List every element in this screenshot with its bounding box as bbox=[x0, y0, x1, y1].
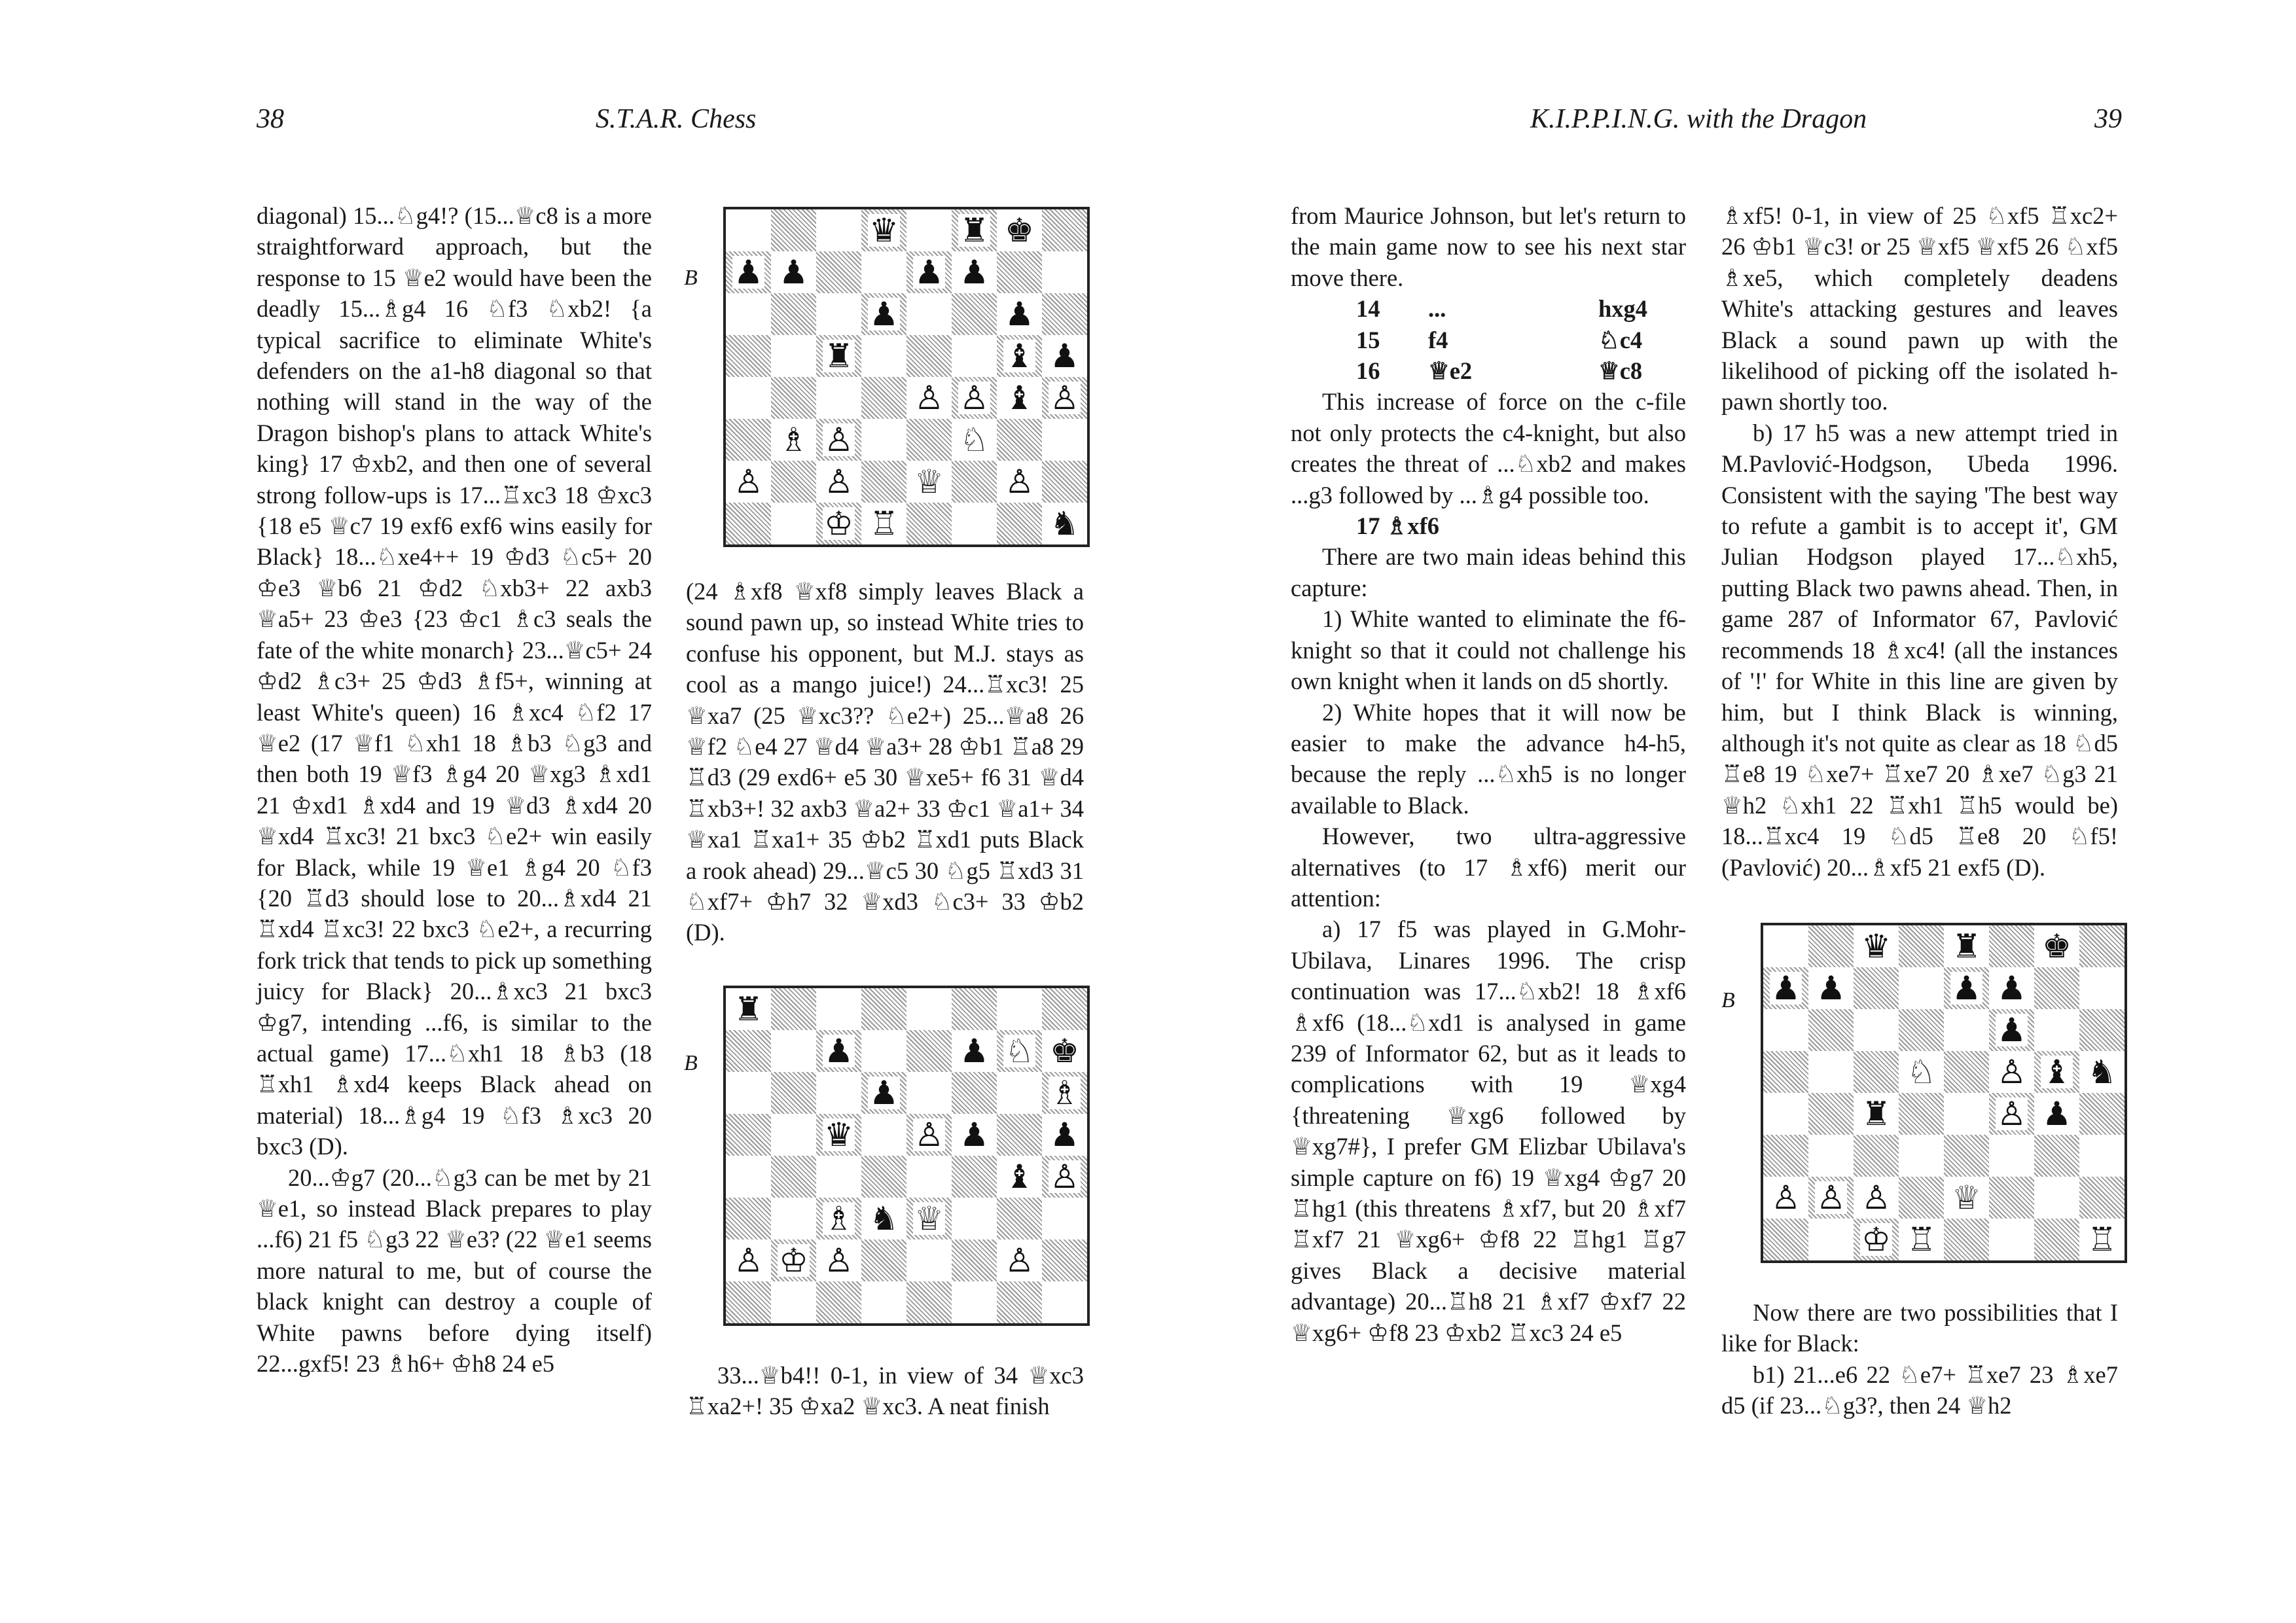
board-square bbox=[861, 503, 906, 544]
chess-piece: ♕ bbox=[914, 463, 944, 501]
board-square bbox=[906, 419, 952, 461]
board-square bbox=[1042, 461, 1087, 503]
chess-board bbox=[1761, 923, 2127, 1263]
board-square bbox=[1042, 293, 1087, 335]
board-square bbox=[997, 377, 1042, 419]
chess-piece: ♟ bbox=[960, 253, 989, 291]
board-square bbox=[952, 1030, 997, 1072]
chess-piece: ♜ bbox=[1952, 927, 1981, 965]
board-square bbox=[1899, 967, 1944, 1009]
chess-piece: ♟ bbox=[1771, 969, 1801, 1007]
chess-piece: ♟ bbox=[1816, 969, 1846, 1007]
left-running-title: S.T.A.R. Chess bbox=[596, 104, 757, 134]
board-square bbox=[906, 1240, 952, 1281]
board-square bbox=[1899, 1177, 1944, 1219]
board-square bbox=[1944, 925, 1989, 967]
column-left-page-1 bbox=[257, 200, 652, 1379]
board-square bbox=[2079, 1009, 2125, 1051]
move-row: 15 f4 ♘c4 bbox=[1356, 326, 1643, 353]
chess-piece: ♞ bbox=[1050, 505, 1079, 543]
board-square bbox=[952, 251, 997, 293]
chess-piece: ♜ bbox=[824, 337, 853, 375]
board-square bbox=[1042, 251, 1087, 293]
chess-piece: ♙ bbox=[734, 463, 763, 501]
board-square bbox=[1763, 1093, 1808, 1135]
move-row: 14 ... hxg4 bbox=[1356, 295, 1648, 323]
board-square bbox=[2034, 925, 2079, 967]
board-square bbox=[861, 1198, 906, 1240]
chess-piece: ♝ bbox=[1005, 337, 1034, 375]
board-square bbox=[771, 1072, 816, 1114]
board-square bbox=[1854, 1009, 1899, 1051]
board-square bbox=[771, 1281, 816, 1323]
board-square bbox=[726, 1240, 771, 1281]
chess-piece: ♚ bbox=[1050, 1032, 1079, 1070]
board-square bbox=[816, 1030, 861, 1072]
right-running-title: K.I.P.P.I.N.G. with the Dragon bbox=[1530, 104, 1867, 134]
chess-piece: ♜ bbox=[960, 211, 989, 249]
board-square bbox=[861, 377, 906, 419]
board-square bbox=[952, 377, 997, 419]
chess-board bbox=[723, 986, 1090, 1326]
board-square bbox=[1854, 1135, 1899, 1177]
board-square bbox=[2079, 1135, 2125, 1177]
chess-piece: ♔ bbox=[779, 1241, 808, 1279]
board-square bbox=[1808, 925, 1854, 967]
board-square bbox=[997, 335, 1042, 377]
chess-piece: ♘ bbox=[1907, 1053, 1936, 1091]
board-square bbox=[816, 419, 861, 461]
board-square bbox=[1944, 1219, 1989, 1260]
chess-piece: ♜ bbox=[1861, 1095, 1891, 1133]
board-square bbox=[861, 419, 906, 461]
chess-piece: ♜ bbox=[734, 990, 763, 1028]
board-square bbox=[1042, 1114, 1087, 1156]
board-square bbox=[952, 988, 997, 1030]
left-page-number: 38 bbox=[257, 104, 284, 134]
board-square bbox=[906, 1198, 952, 1240]
chess-piece: ♝ bbox=[1005, 1158, 1034, 1196]
chess-piece: ♕ bbox=[914, 1200, 944, 1238]
chess-piece: ♞ bbox=[2087, 1053, 2117, 1091]
chess-piece: ♟ bbox=[914, 253, 944, 291]
body-paragraph: b) 17 h5 was a new attempt tried in M.Pavlović-Hodgson, Ubeda 1996. Consistent with the saying 'The best way to refute a gambit is to accept it', GM Julian Hodgson played 17...♘xh5, putting Black two pawns ahead. Then, in game 287 of Informator 67, Pavlović recommends 18 ♗xc4! (all the instances of '!' for White in this line are given by him, but I think Black is winning, although it's not quite as clear as 18 ♘d5 ♖e8 19 ♘xe7+ ♖xe7 20 ♗xe7 ♘g3 21 ♕h2 ♘xh1 22 ♖xh1 ♖h5 would be) 18...♖xc4 19 ♘d5 ♖e8 20 ♘f5! (Pavlović) 20...♗xf5 21 exf5 (D). bbox=[1721, 419, 2118, 881]
chess-piece: ♛ bbox=[869, 211, 899, 249]
board-square bbox=[1989, 1009, 2034, 1051]
body-paragraph: There are two main ideas behind this capture: bbox=[1291, 543, 1686, 601]
board-square bbox=[906, 461, 952, 503]
board-square bbox=[1989, 967, 2034, 1009]
board-square bbox=[816, 209, 861, 251]
board-square bbox=[1899, 1051, 1944, 1093]
board-square bbox=[952, 1156, 997, 1198]
chess-piece: ♗ bbox=[1050, 1074, 1079, 1112]
move-table bbox=[1291, 293, 1686, 386]
chess-piece: ♟ bbox=[824, 1032, 853, 1070]
board-square bbox=[861, 209, 906, 251]
chess-piece: ♕ bbox=[1952, 1179, 1981, 1217]
chess-piece: ♟ bbox=[1952, 969, 1981, 1007]
chess-piece: ♟ bbox=[779, 253, 808, 291]
board-square bbox=[726, 1281, 771, 1323]
board-square bbox=[1808, 1093, 1854, 1135]
board-square bbox=[906, 1072, 952, 1114]
board-square bbox=[861, 251, 906, 293]
board-square bbox=[1854, 1051, 1899, 1093]
board-square bbox=[997, 209, 1042, 251]
chess-piece: ♙ bbox=[914, 379, 944, 417]
column-right-page-2 bbox=[1721, 200, 2118, 883]
board-square bbox=[816, 1114, 861, 1156]
board-square bbox=[2034, 1009, 2079, 1051]
board-square bbox=[906, 251, 952, 293]
board-square bbox=[1854, 967, 1899, 1009]
board-square bbox=[2034, 1135, 2079, 1177]
board-square bbox=[1989, 1051, 2034, 1093]
body-paragraph: Now there are two possibilities that I like for Black: bbox=[1721, 1299, 2118, 1357]
column-left-page-2-bottom bbox=[686, 1360, 1084, 1422]
chess-piece: ♙ bbox=[1050, 379, 1079, 417]
chess-piece: ♙ bbox=[1050, 1158, 1079, 1196]
chess-piece: ♙ bbox=[824, 463, 853, 501]
board-square bbox=[726, 209, 771, 251]
board-square bbox=[1944, 1135, 1989, 1177]
board-square bbox=[726, 1156, 771, 1198]
board-square bbox=[906, 988, 952, 1030]
body-paragraph: 33...♕b4!! 0-1, in view of 34 ♕xc3 ♖xa2+! 35 ♔xa2 ♕xc3. A neat finish bbox=[686, 1362, 1084, 1420]
board-square bbox=[906, 1030, 952, 1072]
board-square bbox=[2079, 1177, 2125, 1219]
board-square bbox=[1808, 1009, 1854, 1051]
board-square bbox=[816, 251, 861, 293]
board-square bbox=[952, 419, 997, 461]
main-line-move: 17 ♗xf6 bbox=[1356, 512, 1440, 540]
board-square bbox=[1042, 988, 1087, 1030]
board-square bbox=[726, 377, 771, 419]
board-square bbox=[1763, 1177, 1808, 1219]
board-square bbox=[771, 419, 816, 461]
body-paragraph: ♗xf5! 0-1, in view of 25 ♘xf5 ♖xc2+ 26 ♔b1 ♕c3! or 25 ♕xf5 ♕xf5 26 ♘xf5 ♗xe5, which completely deadens White's attacking gestures and leaves Black a sound pawn up with the likelihood of picking off the isolated h-pawn shortly too. bbox=[1721, 202, 2118, 416]
board-square bbox=[1854, 1093, 1899, 1135]
body-paragraph: This increase of force on the c-file not only protects the c4-knight, but also creates the threat of ...♘xb2 and makes ...g3 followed by ...♗g4 possible too. bbox=[1291, 388, 1686, 508]
body-paragraph: b1) 21...e6 22 ♘e7+ ♖xe7 23 ♗xe7 d5 (if 23...♘g3?, then 24 ♕h2 bbox=[1721, 1361, 2118, 1419]
body-paragraph: a) 17 f5 was played in G.Mohr-Ubilava, Linares 1996. The crisp continuation was 17...♘xb2! 18 ♗xf6 ♗xf6 (18...♘xd1 is analysed in game 239 of Informator 62, but as it leads to complications with 19 ♕xg4 {threatening ♕xg6 followed by ♕xg7#}, I prefer GM Elizbar Ubilava's simple capture on f6) 19 ♕xg4 ♔g7 20 ♖hg1 (this threatens ♗xf7, but 20 ♗xf7 ♖xf7 21 ♕xg6+ ♔f8 22 ♖hg1 ♖g7 gives Black a decisive material advantage) 20...♖h8 21 ♗xf7 ♔xf7 22 ♕xg6+ ♔f8 23 ♔xb2 ♖xc3 24 e5 bbox=[1291, 916, 1686, 1346]
board-square bbox=[952, 335, 997, 377]
board-square bbox=[726, 251, 771, 293]
chess-piece: ♙ bbox=[1997, 1053, 2026, 1091]
board-square bbox=[816, 1281, 861, 1323]
board-square bbox=[952, 1281, 997, 1323]
body-paragraph: 20...♔g7 (20...♘g3 can be met by 21 ♕e1, so instead Black prepares to play ...f6) 21 f5 ♘g3 22 ♕e3? (22 ♕e1 seems more natural to me, but of course the black knight can destroy a couple of White pawns before dying itself) 22...gxf5! 23 ♗h6+ ♔h8 24 e5 bbox=[257, 1164, 652, 1378]
board-square bbox=[906, 503, 952, 544]
board-square bbox=[2079, 925, 2125, 967]
chess-piece: ♟ bbox=[734, 253, 763, 291]
board-square bbox=[1042, 1240, 1087, 1281]
chess-piece: ♛ bbox=[1861, 927, 1891, 965]
board-square bbox=[906, 335, 952, 377]
chess-piece: ♝ bbox=[2042, 1053, 2072, 1091]
board-square bbox=[2079, 1093, 2125, 1135]
chess-piece: ♙ bbox=[824, 1241, 853, 1279]
chess-piece: ♟ bbox=[1050, 1116, 1079, 1154]
board-square bbox=[997, 503, 1042, 544]
board-square bbox=[997, 1240, 1042, 1281]
board-square bbox=[1989, 1177, 2034, 1219]
board-square bbox=[1808, 1219, 1854, 1260]
board-square bbox=[2034, 1093, 2079, 1135]
board-square bbox=[2079, 967, 2125, 1009]
board-square bbox=[1989, 925, 2034, 967]
body-paragraph: (24 ♗xf8 ♕xf8 simply leaves Black a sound pawn up, so instead White tries to confuse his opponent, but M.J. stays as cool as a mango juice!) 24...♖xc3! 25 ♕xa7 (25 ♕xc3?? ♘e2+) 25...♕a8 26 ♕f2 ♘e4 27 ♕d4 ♕a3+ 28 ♔b1 ♖a8 29 ♖d3 (29 exd6+ e5 30 ♕xe5+ f6 31 ♕d4 ♖xb3+! 32 axb3 ♕a2+ 33 ♔c1 ♕a1+ 34 ♕xa1 ♖xa1+ 35 ♔b2 ♖xd1 puts Black a rook ahead) 29...♕c5 30 ♘g5 ♖xd3 31 ♘xf7+ ♔h7 32 ♕xd3 ♘c3+ 33 ♔b2 (D). bbox=[686, 578, 1084, 946]
board-square bbox=[952, 1114, 997, 1156]
chess-piece: ♙ bbox=[734, 1241, 763, 1279]
board-square bbox=[2079, 1051, 2125, 1093]
board-square bbox=[771, 251, 816, 293]
board-square bbox=[952, 293, 997, 335]
board-square bbox=[997, 1030, 1042, 1072]
board-square bbox=[1944, 1177, 1989, 1219]
board-square bbox=[1944, 967, 1989, 1009]
board-square bbox=[906, 377, 952, 419]
chess-piece: ♙ bbox=[1816, 1179, 1846, 1217]
board-square bbox=[906, 293, 952, 335]
board-square bbox=[1763, 925, 1808, 967]
side-to-move-label: B bbox=[684, 266, 698, 290]
side-to-move-label: B bbox=[684, 1051, 698, 1075]
board-square bbox=[861, 1114, 906, 1156]
board-square bbox=[952, 1072, 997, 1114]
chess-piece: ♟ bbox=[1997, 969, 2026, 1007]
board-square bbox=[861, 335, 906, 377]
board-square bbox=[816, 988, 861, 1030]
chess-piece: ♝ bbox=[1005, 379, 1034, 417]
board-square bbox=[952, 209, 997, 251]
board-square bbox=[771, 377, 816, 419]
chess-piece: ♞ bbox=[869, 1200, 899, 1238]
board-square bbox=[2079, 1219, 2125, 1260]
board-square bbox=[1763, 1009, 1808, 1051]
board-square bbox=[816, 377, 861, 419]
board-square bbox=[1944, 1051, 1989, 1093]
board-square bbox=[1042, 335, 1087, 377]
board-square bbox=[726, 1072, 771, 1114]
chess-board bbox=[723, 207, 1090, 547]
board-square bbox=[726, 293, 771, 335]
column-right-page-1 bbox=[1291, 200, 1686, 1348]
board-square bbox=[726, 1114, 771, 1156]
board-square bbox=[1042, 1030, 1087, 1072]
board-square bbox=[1899, 1135, 1944, 1177]
board-square bbox=[771, 988, 816, 1030]
column-right-page-2-bottom bbox=[1721, 1297, 2118, 1421]
board-square bbox=[1989, 1135, 2034, 1177]
board-square bbox=[726, 419, 771, 461]
chess-piece: ♟ bbox=[869, 295, 899, 333]
board-square bbox=[861, 1030, 906, 1072]
board-square bbox=[771, 1156, 816, 1198]
board-square bbox=[952, 1198, 997, 1240]
board-square bbox=[1042, 1198, 1087, 1240]
board-square bbox=[2034, 1051, 2079, 1093]
board-square bbox=[952, 461, 997, 503]
board-square bbox=[997, 461, 1042, 503]
board-square bbox=[1763, 1135, 1808, 1177]
board-square bbox=[861, 1240, 906, 1281]
body-paragraph: 2) White hopes that it will now be easier to make the advance h4-h5, because the reply ...♘xh5 is no longer available to Black. bbox=[1291, 698, 1686, 819]
chess-piece: ♚ bbox=[1005, 211, 1034, 249]
chess-piece: ♙ bbox=[1005, 463, 1034, 501]
chess-piece: ♗ bbox=[824, 1200, 853, 1238]
chess-piece: ♙ bbox=[824, 421, 853, 459]
board-square bbox=[771, 1030, 816, 1072]
chess-piece: ♟ bbox=[1050, 337, 1079, 375]
right-page-number: 39 bbox=[2094, 104, 2122, 134]
board-square bbox=[1899, 1219, 1944, 1260]
chess-piece: ♙ bbox=[1997, 1095, 2026, 1133]
side-to-move-label: B bbox=[1721, 988, 1735, 1012]
board-square bbox=[861, 1072, 906, 1114]
board-square bbox=[1854, 925, 1899, 967]
board-square bbox=[997, 251, 1042, 293]
chess-piece: ♟ bbox=[960, 1116, 989, 1154]
board-square bbox=[1042, 1156, 1087, 1198]
chess-piece: ♖ bbox=[869, 505, 899, 543]
chess-piece: ♖ bbox=[1907, 1221, 1936, 1258]
board-square bbox=[816, 1240, 861, 1281]
board-square bbox=[997, 1072, 1042, 1114]
board-square bbox=[816, 503, 861, 544]
board-square bbox=[1944, 1009, 1989, 1051]
chess-piece: ♙ bbox=[960, 379, 989, 417]
board-square bbox=[997, 1114, 1042, 1156]
board-square bbox=[997, 419, 1042, 461]
board-square bbox=[771, 293, 816, 335]
board-square bbox=[726, 503, 771, 544]
chess-piece: ♙ bbox=[914, 1116, 944, 1154]
board-square bbox=[1989, 1219, 2034, 1260]
chess-piece: ♚ bbox=[2042, 927, 2072, 965]
chess-piece: ♟ bbox=[869, 1074, 899, 1112]
chess-piece: ♙ bbox=[1771, 1179, 1801, 1217]
board-square bbox=[997, 988, 1042, 1030]
board-square bbox=[861, 1281, 906, 1323]
board-square bbox=[1854, 1177, 1899, 1219]
board-square bbox=[997, 293, 1042, 335]
board-square bbox=[997, 1156, 1042, 1198]
chess-piece: ♟ bbox=[2042, 1095, 2072, 1133]
board-square bbox=[726, 1030, 771, 1072]
board-square bbox=[1763, 967, 1808, 1009]
board-square bbox=[1854, 1219, 1899, 1260]
chess-piece: ♛ bbox=[824, 1116, 853, 1154]
board-square bbox=[906, 1114, 952, 1156]
board-square bbox=[861, 988, 906, 1030]
board-square bbox=[771, 1240, 816, 1281]
board-square bbox=[1944, 1093, 1989, 1135]
board-square bbox=[1042, 503, 1087, 544]
chess-piece: ♗ bbox=[779, 421, 808, 459]
column-left-page-2 bbox=[686, 576, 1084, 948]
board-square bbox=[771, 1114, 816, 1156]
board-square bbox=[771, 461, 816, 503]
board-square bbox=[997, 1198, 1042, 1240]
board-square bbox=[1808, 967, 1854, 1009]
board-square bbox=[816, 461, 861, 503]
board-square bbox=[2034, 1177, 2079, 1219]
board-square bbox=[1042, 1281, 1087, 1323]
board-square bbox=[1899, 1093, 1944, 1135]
chess-piece: ♙ bbox=[1861, 1179, 1891, 1217]
chess-piece: ♟ bbox=[1997, 1011, 2026, 1049]
board-square bbox=[906, 209, 952, 251]
board-square bbox=[1808, 1135, 1854, 1177]
board-square bbox=[906, 1156, 952, 1198]
board-square bbox=[1042, 209, 1087, 251]
board-square bbox=[816, 1198, 861, 1240]
board-square bbox=[816, 335, 861, 377]
board-square bbox=[726, 335, 771, 377]
board-square bbox=[952, 1240, 997, 1281]
board-square bbox=[816, 1156, 861, 1198]
board-square bbox=[1989, 1093, 2034, 1135]
board-square bbox=[1763, 1219, 1808, 1260]
board-square bbox=[1899, 925, 1944, 967]
chess-piece: ♟ bbox=[1005, 295, 1034, 333]
chess-piece: ♔ bbox=[1861, 1221, 1891, 1258]
chess-piece: ♟ bbox=[960, 1032, 989, 1070]
board-square bbox=[861, 1156, 906, 1198]
body-paragraph: from Maurice Johnson, but let's return to the main game now to see his next star move there. bbox=[1291, 202, 1686, 291]
board-square bbox=[726, 1198, 771, 1240]
body-paragraph: diagonal) 15...♘g4!? (15...♕c8 is a more straightforward approach, but the response to 15 ♕e2 would have been the deadly 15...♗g4 16 ♘f3 ♘xb2! {a typical sacrifice to eliminate White's defenders on the a1-h8 diagonal so that nothing will stand in the way of the Dragon bishop's plans to attack White's king} 17 ♔xb2, and then one of several strong follow-ups is 17...♖xc3 18 ♔xc3 {18 e5 ♕c7 19 exf6 exf6 wins easily for Black} 18...♘xe4++ 19 ♔d3 ♘c5+ 20 ♔e3 ♕b6 21 ♔d2 ♘xb3+ 22 axb3 ♕a5+ 23 ♔e3 {23 ♔c1 ♗c3 seals the fate of the white monarch} 23...♕c5+ 24 ♔d2 ♗c3+ 25 ♔d3 ♗f5+, winning at least White's queen) 16 ♗xc4 ♘f2 17 ♕e2 (17 ♕f1 ♘xh1 18 ♗b3 ♘g3 and then both 19 ♕f3 ♗g4 20 ♕xg3 ♗xd1 21 ♔xd1 ♗xd4 and 19 ♕d3 ♗xd4 20 ♕xd4 ♖xc3! 21 bxc3 ♘e2+ win easily for Black, while 19 ♕e1 ♗g4 20 ♘f3 {20 ♖d3 should lose to 20...♗xd4 21 ♖xd4 ♖xc3! 22 bxc3 ♘e2+, a recurring fork trick that tends to pick up something juicy for Black} 20...♗xc3 21 bxc3 ♔g7, intending ...f6, is similar to the actual game) 17...♘xh1 18 ♗b3 (18 ♖xh1 ♗xd4 keeps Black ahead on material) 18...♗g4 19 ♘f3 ♗xc3 20 bxc3 (D). bbox=[257, 202, 652, 1160]
board-square bbox=[1808, 1177, 1854, 1219]
board-square bbox=[2034, 967, 2079, 1009]
move-row: 16 ♕e2 ♕c8 bbox=[1356, 357, 1643, 385]
chess-piece: ♙ bbox=[1005, 1241, 1034, 1279]
board-square bbox=[771, 335, 816, 377]
body-paragraph: However, two ultra-aggressive alternatives (to 17 ♗xf6) merit our attention: bbox=[1291, 823, 1686, 912]
board-square bbox=[771, 503, 816, 544]
board-square bbox=[1899, 1009, 1944, 1051]
board-square bbox=[1763, 1051, 1808, 1093]
chess-piece: ♖ bbox=[2087, 1221, 2117, 1258]
board-square bbox=[906, 1281, 952, 1323]
board-square bbox=[1042, 377, 1087, 419]
board-square bbox=[771, 1198, 816, 1240]
chess-piece: ♔ bbox=[824, 505, 853, 543]
board-square bbox=[2034, 1219, 2079, 1260]
board-square bbox=[1042, 1072, 1087, 1114]
board-square bbox=[1808, 1051, 1854, 1093]
board-square bbox=[997, 1281, 1042, 1323]
board-square bbox=[726, 461, 771, 503]
board-square bbox=[771, 209, 816, 251]
board-square bbox=[861, 461, 906, 503]
board-square bbox=[952, 503, 997, 544]
chess-piece: ♘ bbox=[1005, 1032, 1034, 1070]
board-square bbox=[816, 1072, 861, 1114]
board-square bbox=[726, 988, 771, 1030]
board-square bbox=[816, 293, 861, 335]
body-paragraph: 1) White wanted to eliminate the f6-knight so that it could not challenge his own knight when it lands on d5 shortly. bbox=[1291, 605, 1686, 695]
chess-piece: ♘ bbox=[960, 421, 989, 459]
board-square bbox=[1042, 419, 1087, 461]
board-square bbox=[861, 293, 906, 335]
